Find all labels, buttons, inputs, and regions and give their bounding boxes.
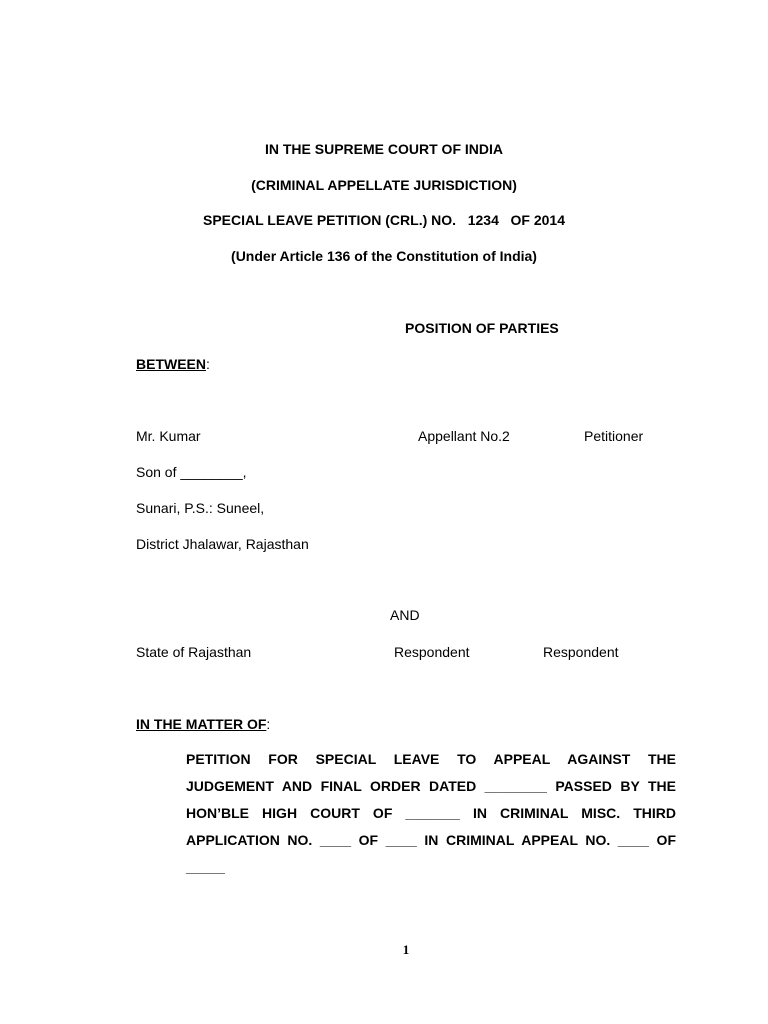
petitioner-address-line: Sunari, P.S.: Suneel, <box>136 500 265 516</box>
petitioner-position-below: Appellant No.2 <box>418 428 510 444</box>
matter-heading <box>136 715 270 733</box>
respondent-position-below: Respondent <box>394 644 470 660</box>
court-title: IN THE SUPREME COURT OF INDIA <box>264 141 503 157</box>
petitioner-position-here: Petitioner <box>584 428 644 444</box>
and-separator: AND <box>390 607 420 623</box>
article-reference: (Under Article 136 of the Constitution of India) <box>231 248 537 264</box>
matter-text-line: PETITION FOR SPECIAL LEAVE TO APPEAL AGAINST THE <box>186 751 676 767</box>
respondent-position-here: Respondent <box>543 644 619 660</box>
respondent-name: State of Rajasthan <box>136 644 252 660</box>
matter-colon: : <box>266 716 271 732</box>
petitioner-name: Mr. Kumar <box>136 428 201 444</box>
matter-text-line: HON’BLE HIGH COURT OF _______ IN CRIMINAL MISC. THIRD <box>186 805 676 821</box>
page-number: 1 <box>402 942 410 957</box>
between-heading <box>136 355 210 373</box>
matter-text-line: _____ <box>186 859 225 875</box>
petitioner-address-line: District Jhalawar, Rajasthan <box>136 536 309 552</box>
position-of-parties-heading: POSITION OF PARTIES <box>405 320 559 336</box>
petition-number: SPECIAL LEAVE PETITION (CRL.) NO. 1234 OF 2014 <box>202 212 565 228</box>
petitioner-address-line: Son of ________, <box>136 464 247 480</box>
matter-text-line: JUDGEMENT AND FINAL ORDER DATED ________ PASSED BY THE <box>186 778 676 794</box>
matter-label: IN THE MATTER OF <box>136 716 267 732</box>
between-colon: : <box>206 356 210 372</box>
between-label: BETWEEN <box>136 356 206 372</box>
jurisdiction-title: (CRIMINAL APPELLATE JURISDICTION) <box>251 177 517 193</box>
matter-text-line: APPLICATION NO. ____ OF ____ IN CRIMINAL APPEAL NO. ____ OF <box>186 832 676 848</box>
